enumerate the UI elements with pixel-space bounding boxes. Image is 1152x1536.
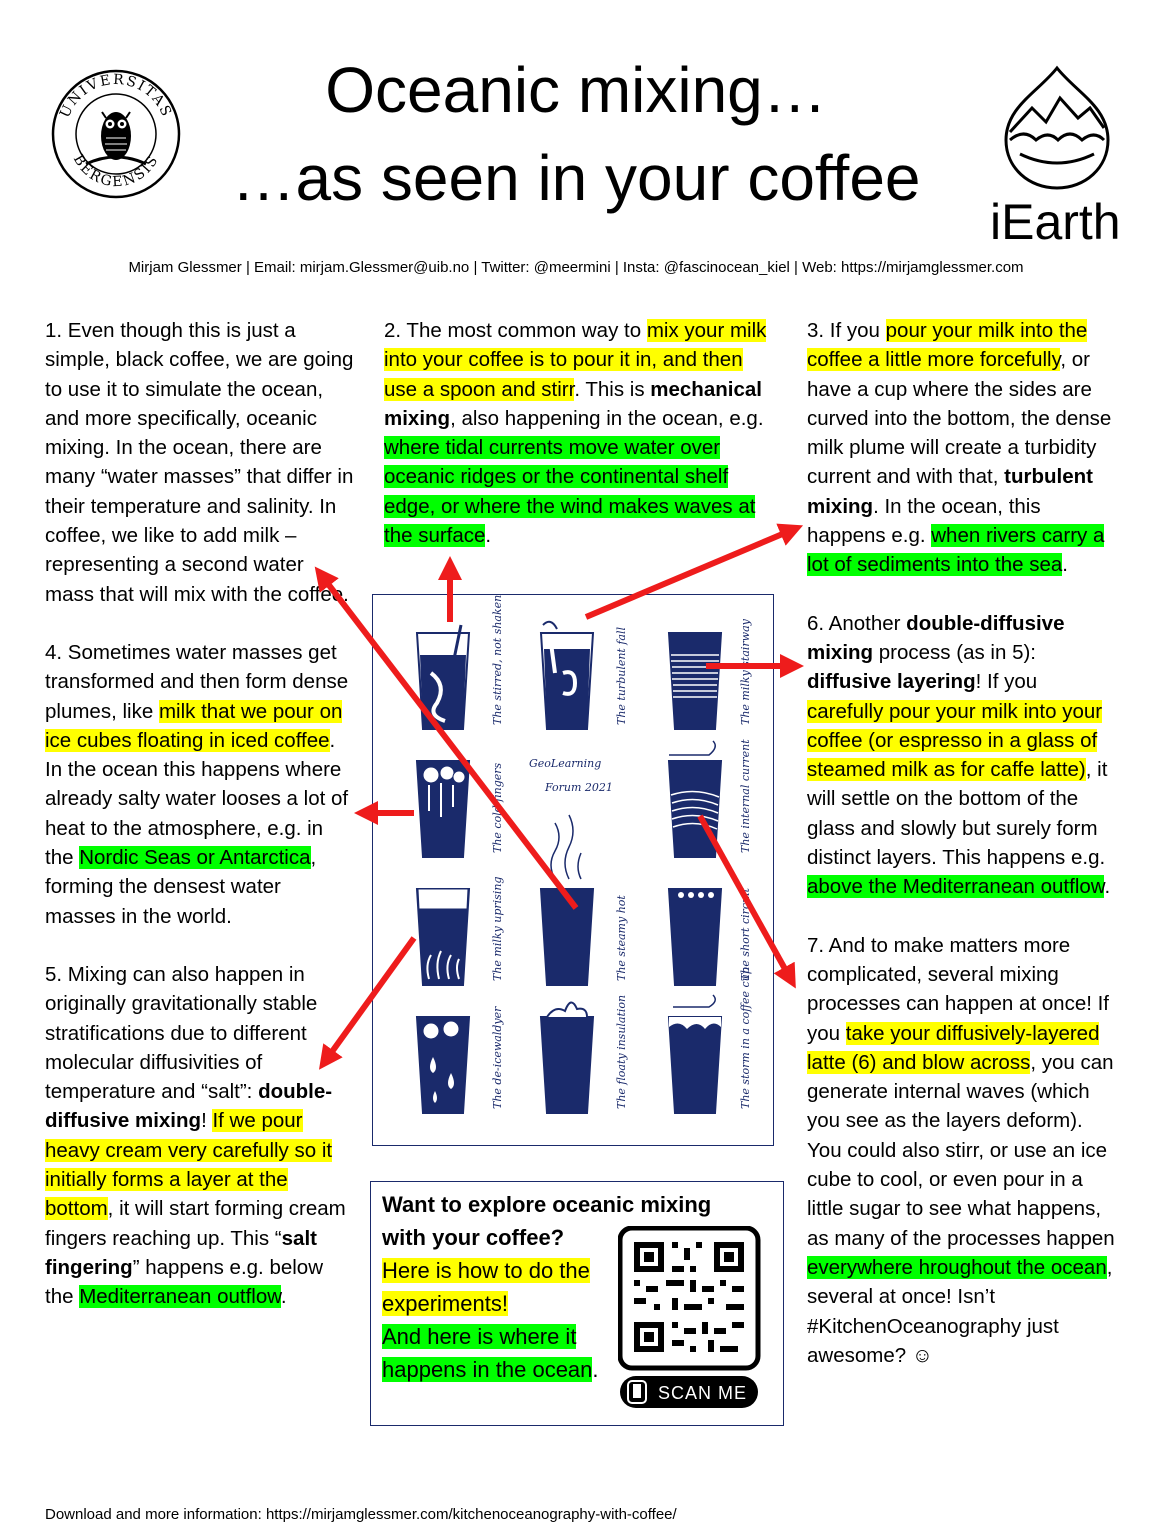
qr-box-text	[382, 1188, 712, 1386]
svg-text:UNIVERSITAS: UNIVERSITAS	[57, 71, 175, 121]
highlight-yellow: mix your milk into your coffee is to pour it in, and then use a spoon and stirr	[384, 319, 767, 401]
caption-internal-current: The internal current	[739, 739, 752, 853]
center-title-line-1: GeoLearning	[529, 757, 602, 770]
qr-heading: Want to explore oceanic mixing with your coffee?	[382, 1192, 712, 1250]
title-line-2: …as seen in your coffee	[231, 142, 921, 214]
iearth-logo-text: iEarth	[990, 194, 1121, 250]
caption-turbulent: The turbulent fall	[615, 626, 628, 725]
section-1: 1. Even though this is just a simple, black coffee, we are going to use it to simulate the ocean, and more specifically, oceanic mixing. In the ocean, there are many “water masses” that differ in their temperature and salinity. In coffee, we like to add milk – representing a second water mass that will mix with the coffee.	[45, 319, 354, 606]
footer-download-info: Download and more information: https://mirjamglessmer.com/kitchenoceanography-with-coffee/	[45, 1506, 677, 1523]
ocean-link[interactable]: And here is where it happens in the ocean.	[382, 1324, 599, 1382]
caption-floaty-insulation: The floaty insulation	[615, 994, 628, 1109]
center-title-line-2: Forum 2021	[545, 781, 613, 794]
caption-milky-stairway: The milky stairway	[739, 619, 752, 725]
highlight-yellow: take your diffusively-layered latte (6) and blow across	[807, 1021, 1100, 1074]
section-3: 3. If you pour your milk into the coffee a little more forcefully, or have a cup where the sides are curved into the bottom, the dense milk plume will create a turbidity current and with that, turbulent mixing. In the ocean, this happens e.g. when rivers carry a lot of sediments into the sea.	[807, 319, 1112, 577]
contact-line: Mirjam Glessmer | Email: mirjam.Glessmer@uib.no | Twitter: @meermini | Insta: @fascinocean_kiel | Web: https://mirjamglessmer.com	[128, 259, 1024, 276]
caption-storm-in-a-coffee-cup: The storm in a coffee cup	[739, 967, 752, 1109]
caption-cold-fingers: The cold fingers	[491, 762, 504, 853]
arrow-to-section-7	[700, 816, 790, 978]
arrow-to-section-3	[586, 530, 792, 617]
highlight-yellow: milk that we pour on ice cubes floating in iced coffee	[45, 699, 343, 752]
section-2: 2. The most common way to mix your milk into your coffee is to pour it in, and then use a spoon and stirr. This is mechanical mixing, also happening in the ocean, e.g. where tidal currents move water over oceanic ridges or the continental shelf edge, or where the wind makes waves at the surface.	[384, 319, 767, 548]
caption-short-circuit: The short circuit	[739, 887, 752, 981]
highlight-green: when rivers carry a lot of sediments into the sea	[807, 524, 1105, 577]
caption-milky-uprising: The milky uprising	[491, 876, 504, 981]
highlight-green: Nordic Seas or Antarctica	[79, 846, 311, 870]
caption-stirred: The stirred, not shaken	[491, 595, 504, 725]
caption-steamy-hot: The steamy hot	[615, 895, 628, 981]
highlight-green: Mediterranean outflow	[79, 1285, 281, 1309]
svg-text:BERGENSIS: BERGENSIS	[69, 152, 163, 191]
highlight-green: everywhere hroughout the ocean	[807, 1255, 1107, 1279]
section-4: 4. Sometimes water masses get transformed and then form dense plumes, like milk that we pour on ice cubes floating in iced coffee. In the ocean this happens where already salty water looses a lot of heat to the atmosphere, e.g. in the Nordic Seas or Antarctica, forming the densest water masses in the world.	[45, 640, 349, 928]
caption-de-icewaldyer: The de-icewaldyer	[491, 1006, 504, 1109]
scan-me-label: SCAN ME	[658, 1383, 748, 1403]
arrow-to-section-5	[326, 938, 414, 1060]
section-5: 5. Mixing can also happen in originally gravitationally stable stratifications due to different molecular diffusivities of temperature and “salt”: double-diffusive mixing! If we pour heavy cream very carefully so it initially forms a layer at the bottom, it will start forming cream fingers reaching up. This “salt fingering” happens e.g. below the Mediterranean outflow.	[45, 962, 346, 1309]
title-line-1: Oceanic mixing…	[325, 54, 827, 126]
highlight-green: where tidal currents move water over oceanic ridges or the continental shelf edge, or where the wind makes waves at the surface	[384, 436, 756, 548]
highlight-yellow: carefully pour your milk into your coffee (or espresso in a glass of steamed milk as for caffe latte)	[807, 699, 1103, 782]
experiments-link[interactable]: Here is how to do the experiments!	[382, 1258, 590, 1316]
highlight-green: above the Mediterranean outflow	[807, 875, 1105, 899]
section-7: 7. And to make matters more complicated, several mixing processes can happen at once! If you take your diffusively-layered latte (6) and blow across, you can generate internal waves (which you see as the layers deform). You could also stirr, or use an ice cube to cool, or even pour in a little sugar to see what happens, as many of the processes happen everywhere hroughout the ocean, several at once! Isn’t #KitchenOceanography just awesome? ☺	[807, 933, 1115, 1367]
qr-code[interactable]	[618, 1226, 762, 1414]
highlight-yellow: If we pour heavy cream very carefully so it initially forms a layer at the bottom	[45, 1109, 333, 1221]
highlight-yellow: pour your milk into the coffee a little more forcefully	[807, 319, 1088, 372]
arrow-to-section-1	[322, 576, 576, 908]
section-6: 6. Another double-diffusive mixing process (as in 5): diffusive layering! If you carefully pour your milk into your coffee (or espresso in a glass of steamed milk as for caffe latte), it will settle on the bottom of the glass and slowly but surely form distinct layers. This happens e.g. above the Mediterranean outflow.	[807, 611, 1111, 899]
